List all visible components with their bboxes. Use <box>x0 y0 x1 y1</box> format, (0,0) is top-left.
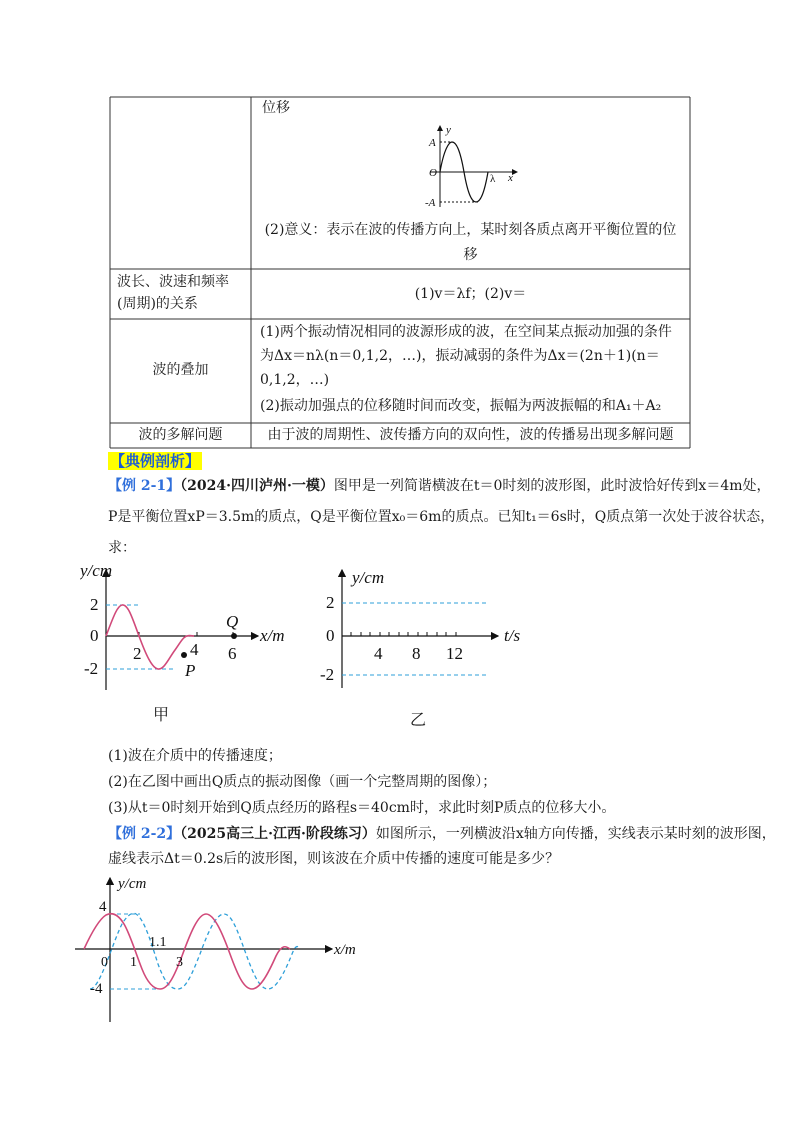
yi-xtick-4: 4 <box>374 644 383 663</box>
table-cell-displacement-label: 位移 <box>262 100 290 116</box>
figure-jia-wave <box>80 562 300 692</box>
fig22-xtick-3: 3 <box>176 955 183 970</box>
table-cell-multisolution-label: 波的多解问题 <box>138 427 223 443</box>
table-cell-superposition-line2: 为Δx＝nλ(n＝0,1,2，…)，振动减弱的条件为Δx＝(2n＋1)(n＝ <box>260 348 660 364</box>
jia-xtick-6: 6 <box>228 644 237 663</box>
fig-amplitude-label: A <box>429 137 436 149</box>
example-2-2-tag: 【例 2-2】 <box>108 826 181 842</box>
table-cell-superposition-line4: (2)振动加强点的位移随时间而改变，振幅为两波振幅的和A₁＋A₂ <box>260 398 662 414</box>
table-cell-multisolution-text: 由于波的周期性、波传播方向的双向性，波的传播易出现多解问题 <box>267 427 674 443</box>
example-2-1-line1 <box>108 476 771 496</box>
yi-xtick-12: 12 <box>446 644 463 663</box>
yi-y-axis-label: y/cm <box>352 568 385 587</box>
example-2-2-line2: 虚线表示Δt＝0.2s后的波形图，则该波在介质中传播的速度可能是多少？ <box>108 851 560 867</box>
example-2-1-source: （2024·四川泸州·一模） <box>180 478 334 494</box>
table-cell-meaning-line2: 移 <box>463 247 478 263</box>
fig-lambda-label: λ <box>490 173 496 185</box>
fig22-xtick-1: 1 <box>130 955 137 970</box>
example-2-2-source: （2025高三上·江西·阶段练习） <box>180 826 376 842</box>
figure-yi-axes <box>318 562 538 692</box>
yi-x-axis-label: t/s <box>504 626 521 645</box>
displacement-wave-figure <box>425 122 525 214</box>
example-2-2-text1: 如图所示，一列横波沿x轴方向传播，实线表示某时刻的波形图， <box>375 826 776 842</box>
fig22-xtick-0: 0 <box>101 955 108 970</box>
example-2-1-line2: P是平衡位置xP＝3.5m的质点，Q是平衡位置x₀＝6m的质点。已知t₁＝6s时，Q质点第一次处于波谷状态， <box>108 509 775 525</box>
fig22-tick-neg4: -4 <box>90 981 103 997</box>
properties-table <box>0 0 800 450</box>
fig22-x-axis-label: x/m <box>334 942 356 958</box>
example-2-1-question1: (1)波在介质中的传播速度； <box>108 748 282 764</box>
jia-tick-neg2: -2 <box>84 659 99 678</box>
fig-y-label: y <box>446 124 451 136</box>
jia-x-axis-label: x/m <box>260 626 285 645</box>
example-2-1-question2: (2)在乙图中画出Q质点的振动图像（画一个完整周期的图像）； <box>108 774 497 790</box>
jia-tick-2: 2 <box>90 595 99 614</box>
table-cell-meaning-line1: (2)意义：表示在波的传播方向上，某时刻各质点离开平衡位置的位 <box>264 222 677 238</box>
yi-tick-0: 0 <box>326 626 335 645</box>
fig22-tick-4: 4 <box>99 899 107 915</box>
table-cell-relation-label-line1: 波长、波速和频率 <box>117 274 229 290</box>
jia-tick-0: 0 <box>90 626 99 645</box>
table-cell-superposition-line3: 0,1,2，…) <box>260 372 330 388</box>
fig22-y-axis-label: y/cm <box>118 876 147 892</box>
example-2-1-tag: 【例 2-1】 <box>108 478 181 494</box>
section-title <box>108 451 202 471</box>
table-cell-superposition-line1: (1)两个振动情况相同的波源形成的波，在空间某点振动加强的条件 <box>260 324 672 340</box>
fig-x-label: x <box>508 172 513 184</box>
figure-2-2-waves <box>70 874 370 1024</box>
jia-point-Q: Q <box>226 612 239 631</box>
figure-jia-caption: 甲 <box>153 705 170 724</box>
figure-yi-caption: 乙 <box>410 710 427 729</box>
jia-xtick-2: 2 <box>133 644 142 663</box>
example-2-2-line1 <box>108 824 776 844</box>
fig22-label-1-1: 1.1 <box>149 935 167 950</box>
fig-neg-amplitude-label: -A <box>425 197 436 209</box>
section-title-text: 【典例剖析】 <box>110 452 201 470</box>
fig-origin-label: O <box>429 167 437 179</box>
jia-y-axis-label: y/cm <box>80 562 113 580</box>
yi-tick-2: 2 <box>326 593 335 612</box>
yi-xtick-8: 8 <box>412 644 421 663</box>
example-2-1-text1: 图甲是一列简谐横波在t＝0时刻的波形图，此时波恰好传到x＝4m处， <box>333 478 771 494</box>
table-cell-superposition-label: 波的叠加 <box>152 362 209 378</box>
table-cell-relation-label-line2: (周期)的关系 <box>117 296 198 312</box>
example-2-1-line3: 求： <box>108 540 136 556</box>
jia-point-P: P <box>185 661 196 680</box>
example-2-1-question3: (3)从t＝0时刻开始到Q质点经历的路程s＝40cm时，求此时刻P质点的位移大小。 <box>108 800 616 816</box>
table-cell-relation-formula: (1)v＝λf；(2)v＝ <box>414 286 527 302</box>
jia-xtick-4: 4 <box>190 640 199 659</box>
yi-tick-neg2: -2 <box>320 665 335 684</box>
